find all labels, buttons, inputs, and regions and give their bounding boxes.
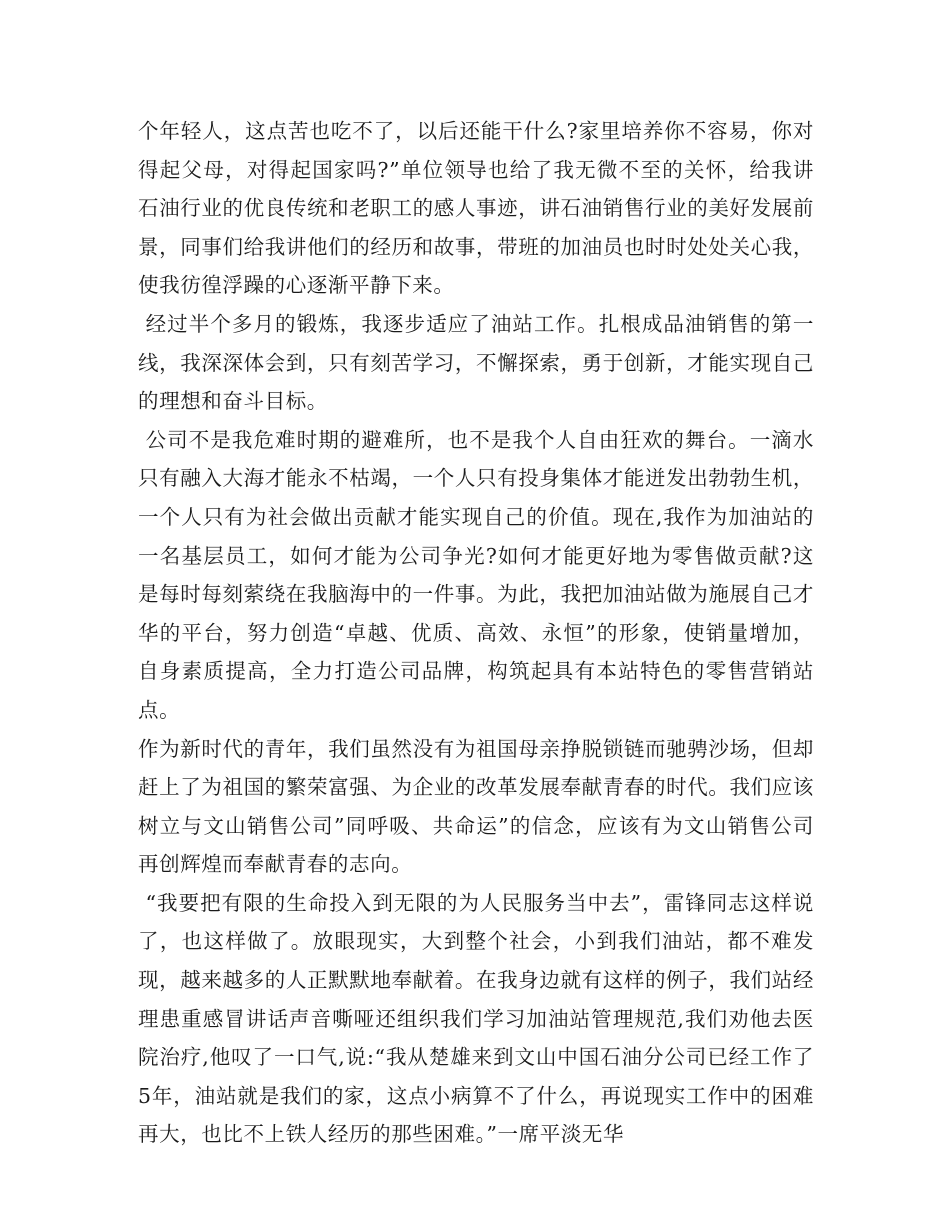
document-page [138, 112, 814, 1154]
paragraph-2: 经过半个多月的锻炼，我逐步适应了油站工作。扎根成品油销售的第一线，我深深体会到，只有刻苦学习，不懈探索，勇于创新，才能实现自己的理想和奋斗目标。 [138, 311, 814, 414]
paragraph-3: 公司不是我危难时期的避难所，也不是我个人自由狂欢的舞台。一滴水只有融入大海才能永不枯竭，一个人只有投身集体才能迸发出勃勃生机，一个人只有为社会做出贡献才能实现自己的价值。现在,我作为加油站的一名基层员工，如何才能为公司争光?如何才能更好地为零售做贡献?这是每时每刻萦绕在我脑海中的一件事。为此，我把加油站做为施展自己才华的平台，努力创造“卓越、优质、高效、永恒”的形象，使销量增加，自身素质提高，全力打造公司品牌，构筑起具有本站特色的零售营销站点。 [138, 427, 814, 722]
paragraph-5: “我要把有限的生命投入到无限的为人民服务当中去”，雷锋同志这样说了，也这样做了。放眼现实，大到整个社会，小到我们油站，都不难发现，越来越多的人正默默地奉献着。在我身边就有这样的例子，我们站经理患重感冒讲话声音嘶哑还组织我们学习加油站管理规范,我们劝他去医院治疗,他叹了一口气,说:“我从楚雄来到文山中国石油分公司已经工作了5年，油站就是我们的家，这点小病算不了什么，再说现实工作中的困难再大，也比不上铁人经历的那些困难。”一席平淡无华 [138, 890, 814, 1147]
paragraph-4: 作为新时代的青年，我们虽然没有为祖国母亲挣脱锁链而驰骋沙场，但却赶上了为祖国的繁荣富强、为企业的改革发展奉献青春的时代。我们应该树立与文山销售公司”同呼吸、共命运”的信念，应该有为文山销售公司再创辉煌而奉献青春的志向。 [138, 736, 814, 877]
paragraph-1: 个年轻人，这点苦也吃不了，以后还能干什么?家里培养你不容易，你对得起父母，对得起国家吗?”单位领导也给了我无微不至的关怀，给我讲石油行业的优良传统和老职工的感人事迹，讲石油销售行业的美好发展前景，同事们给我讲他们的经历和故事，带班的加油员也时时处处关心我，使我彷徨浮躁的心逐渐平静下来。 [138, 119, 814, 298]
